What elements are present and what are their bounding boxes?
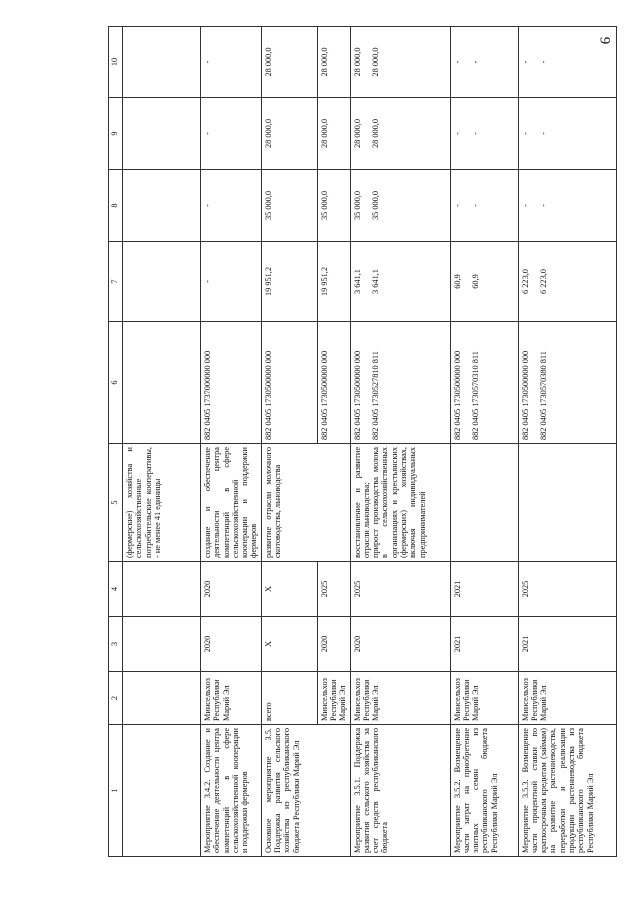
cell-line: - — [470, 204, 480, 207]
cell — [350, 322, 450, 444]
cell — [123, 725, 201, 857]
column-header: 7 — [109, 242, 123, 322]
column-header: 4 — [109, 562, 123, 617]
cell: Мероприятие 3.5.3. Возмещение части процентной ставки по краткосрочным кредитам (займам) на развитие растениеводства, переработки и реализации продукции растениеводства из республиканского бюджета Республики Марий Эл — [518, 725, 616, 857]
cell: 2021 — [518, 617, 616, 672]
table-row — [450, 27, 518, 857]
cell: 35 000,0 — [317, 170, 350, 242]
cell — [518, 322, 616, 444]
cell: Минсельхоз Республики Марий Эл — [201, 672, 262, 725]
cell: 19 951,2 — [317, 242, 350, 322]
cell: 28 000,0 — [317, 27, 350, 98]
cell: 882 0405 1737000000 000 — [201, 322, 262, 444]
cell: 882 0405 1730500000 000 — [317, 322, 350, 444]
cell: Минсельхоз Республики Марий Эл — [350, 672, 450, 725]
cell-line: 60,9 — [452, 274, 462, 289]
cell-line: 882 0405 1730527810 811 — [370, 351, 380, 440]
column-header: 3 — [109, 617, 123, 672]
table-row — [201, 27, 262, 857]
cell-line: - — [520, 204, 530, 207]
cell-line: 28 000,0 — [352, 47, 362, 77]
cell: 2020 — [350, 617, 450, 672]
cell: всего — [261, 672, 317, 725]
cell: - — [201, 27, 262, 98]
cell: - — [201, 98, 262, 170]
page-number: 9 — [596, 36, 613, 45]
cell — [123, 672, 201, 725]
cell: развитие отрасли молочного скотоводства, льноводства — [261, 444, 350, 562]
cell-line: 3 641,1 — [352, 269, 362, 294]
cell: 882 0405 1730500000 000 — [261, 322, 317, 444]
cell — [123, 242, 201, 322]
cell — [450, 98, 518, 170]
cell: 19 951,2 — [261, 242, 317, 322]
cell: Минсельхоз Республики Марий Эл — [518, 672, 616, 725]
cell — [450, 27, 518, 98]
cell-line: 28 000,0 — [370, 47, 380, 77]
cell-line: - — [520, 60, 530, 64]
cell: Мероприятие 3.5.2. Возмещение части затрат на приобретение элитных семян из республиканского бюджета Республики Марий Эл — [450, 725, 518, 857]
column-header: 9 — [109, 98, 123, 170]
cell-line: - — [538, 204, 548, 207]
program-table — [108, 26, 617, 857]
cell: Минсельхоз Республики Марий Эл — [450, 672, 518, 725]
cell-line: 3 641,1 — [370, 269, 380, 294]
cell — [350, 27, 450, 98]
cell: создание и обеспечение деятельности центра компетенций в сфере сельскохозяйственной кооперации и поддержки фермеров — [201, 444, 262, 562]
cell — [518, 444, 616, 562]
cell-line: 60,9 — [470, 274, 480, 289]
table-row — [123, 27, 201, 857]
cell: 2020 — [201, 617, 262, 672]
cell — [450, 444, 518, 562]
cell: 2021 — [450, 617, 518, 672]
table-row — [350, 27, 450, 857]
header-row — [109, 27, 123, 857]
cell: 35 000,0 — [261, 170, 317, 242]
cell — [123, 98, 201, 170]
cell: - — [201, 242, 262, 322]
cell-line: 882 0405 1730500000 000 — [452, 350, 462, 440]
cell — [123, 562, 201, 617]
cell: 2021 — [450, 562, 518, 617]
cell: Минсельхоз Республики Марий Эл — [317, 672, 350, 725]
cell: - — [201, 170, 262, 242]
cell: 2025 — [350, 562, 450, 617]
cell-line: - — [470, 60, 480, 64]
cell — [518, 170, 616, 242]
cell: 2020 — [201, 562, 262, 617]
cell: (фермерские) хозяйства и сельскохозяйственные потребительские кооперативы, - не менее 41 единицы — [123, 444, 201, 562]
column-header: 2 — [109, 672, 123, 725]
cell-line: 6 223,0 — [520, 269, 530, 294]
cell — [518, 98, 616, 170]
cell: Основное мероприятие 3.5. Поддержка развития сельского хозяйства из республиканского бюджета Республики Марий Эл — [261, 725, 350, 857]
cell-line: - — [520, 132, 530, 135]
cell: 2020 — [317, 617, 350, 672]
cell-line: - — [538, 132, 548, 135]
cell-line: - — [538, 60, 548, 64]
cell: Мероприятие 3.5.1. Поддержка развития сельского хозяйства за счет средств республиканского бюджета — [350, 725, 450, 857]
cell: 28 000,0 — [317, 98, 350, 170]
cell-line: - — [452, 132, 462, 135]
cell — [123, 27, 201, 98]
column-header: 5 — [109, 444, 123, 562]
cell — [450, 322, 518, 444]
cell: 28 000,0 — [261, 98, 317, 170]
column-header: 6 — [109, 322, 123, 444]
cell-line: 882 0405 1730500000 000 — [352, 350, 362, 440]
cell — [518, 242, 616, 322]
cell: 28 000,0 — [261, 27, 317, 98]
cell — [123, 170, 201, 242]
cell — [350, 98, 450, 170]
cell-line: 882 0405 1730570380 811 — [538, 351, 548, 440]
cell — [123, 617, 201, 672]
cell: Мероприятие 3.4.2. Создание и обеспечение деятельности центра компетенций в сфере сельскохозяйственной кооперации и поддержки фермеров — [201, 725, 262, 857]
cell — [123, 322, 201, 444]
rotated-page — [108, 27, 595, 857]
cell — [450, 170, 518, 242]
cell — [350, 242, 450, 322]
cell — [450, 242, 518, 322]
column-header: 8 — [109, 170, 123, 242]
table-row — [518, 27, 616, 857]
cell-line: 35 000,0 — [370, 190, 380, 221]
cell — [350, 444, 450, 562]
cell — [518, 27, 616, 98]
column-header: 10 — [109, 27, 123, 98]
cell-line: прирост производства молока в сельскохозяйственных организациях и крестьянских (фермерских) хозяйствах, включая индивидуальных предпринимателей — [371, 447, 427, 558]
cell: 2025 — [518, 562, 616, 617]
cell-line: восстановление и развитие отрасли льноводства; — [352, 447, 371, 558]
column-header: 1 — [109, 725, 123, 857]
cell-line: 28 000,0 — [370, 118, 380, 149]
cell-line: - — [470, 132, 480, 135]
cell — [350, 170, 450, 242]
cell-line: 6 223,0 — [538, 269, 548, 294]
cell: X — [261, 562, 317, 617]
cell-line: 35 000,0 — [352, 190, 362, 221]
cell-line: 28 000,0 — [352, 118, 362, 149]
cell: 2025 — [317, 562, 350, 617]
cell-line: 882 0405 1730570310 811 — [470, 351, 480, 440]
cell: X — [261, 617, 317, 672]
table-row — [261, 27, 317, 857]
cell-line: - — [452, 60, 462, 64]
cell-line: - — [452, 204, 462, 207]
cell-line: 882 0405 1730500000 000 — [520, 350, 530, 440]
